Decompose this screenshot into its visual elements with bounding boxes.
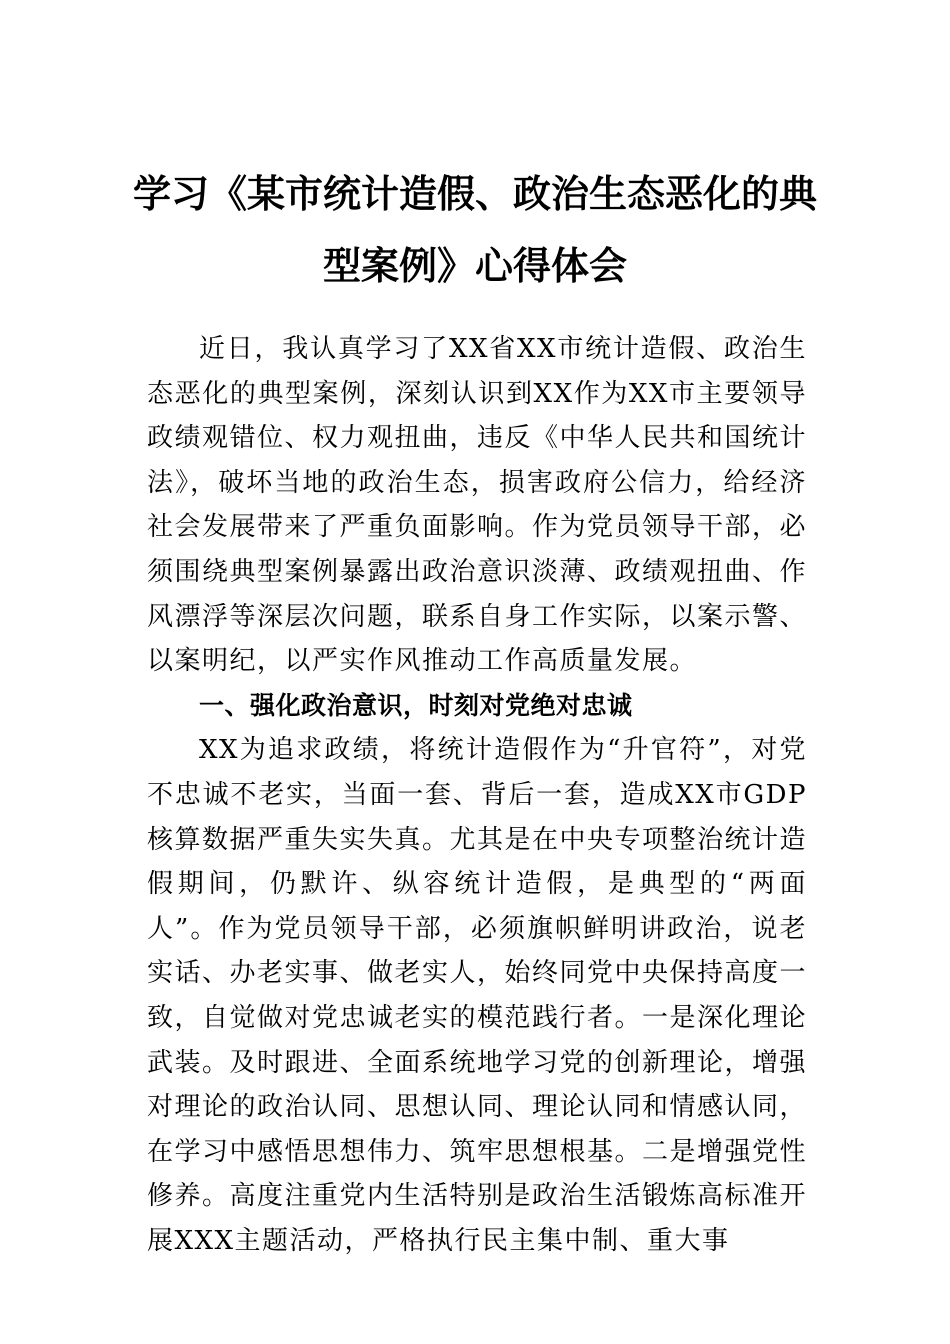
section-heading-1: 一、强化政治意识，时刻对党绝对忠诚: [199, 690, 633, 720]
section-1-paragraph: XX为追求政绩，将统计造假作为“升官符”，对党不忠诚不老实，当面一套、背后一套，造成XX市GDP核算数据严重失实失真。尤其是在中央专项整治统计造假期间，仍默许、纵容统计造假，是典型的“两面人”。作为党员领导干部，必须旗帜鲜明讲政治，说老实话、办老实事、做老实人，始终同党中央保持高度一致，自觉做对党忠诚老实的模范践行者。一是深化理论武装。及时跟进、全面系统地学习党的创新理论，增强对理论的政治认同、思想认同、理论认同和情感认同，在学习中感悟思想伟力、筑牢思想根基。二是增强党性修养。高度注重党内生活特别是政治生活锻炼高标准开展XXX主题活动，严格执行民主集中制、重大事: [147, 735, 808, 1256]
title-line-1: 学习《某市统计造假、政治生态恶化的典: [132, 171, 817, 216]
intro-paragraph: 近日，我认真学习了XX省XX市统计造假、政治生态恶化的典型案例，深刻认识到XX作为XX市主要领导政绩观错位、权力观扭曲，违反《中华人民共和国统计法》，破坏当地的政治生态，损害政府公信力，给经济社会发展带来了严重负面影响。作为党员领导干部，必须围绕典型案例暴露出政治意识淡薄、政绩观扭曲、作风漂浮等深层次问题，联系自身工作实际，以案示警、以案明纪，以严实作风推动工作高质量发展。: [147, 334, 808, 677]
title-line-2: 型案例》心得体会: [322, 243, 627, 288]
document-title: [120, 158, 830, 302]
document-body: [147, 327, 807, 1263]
